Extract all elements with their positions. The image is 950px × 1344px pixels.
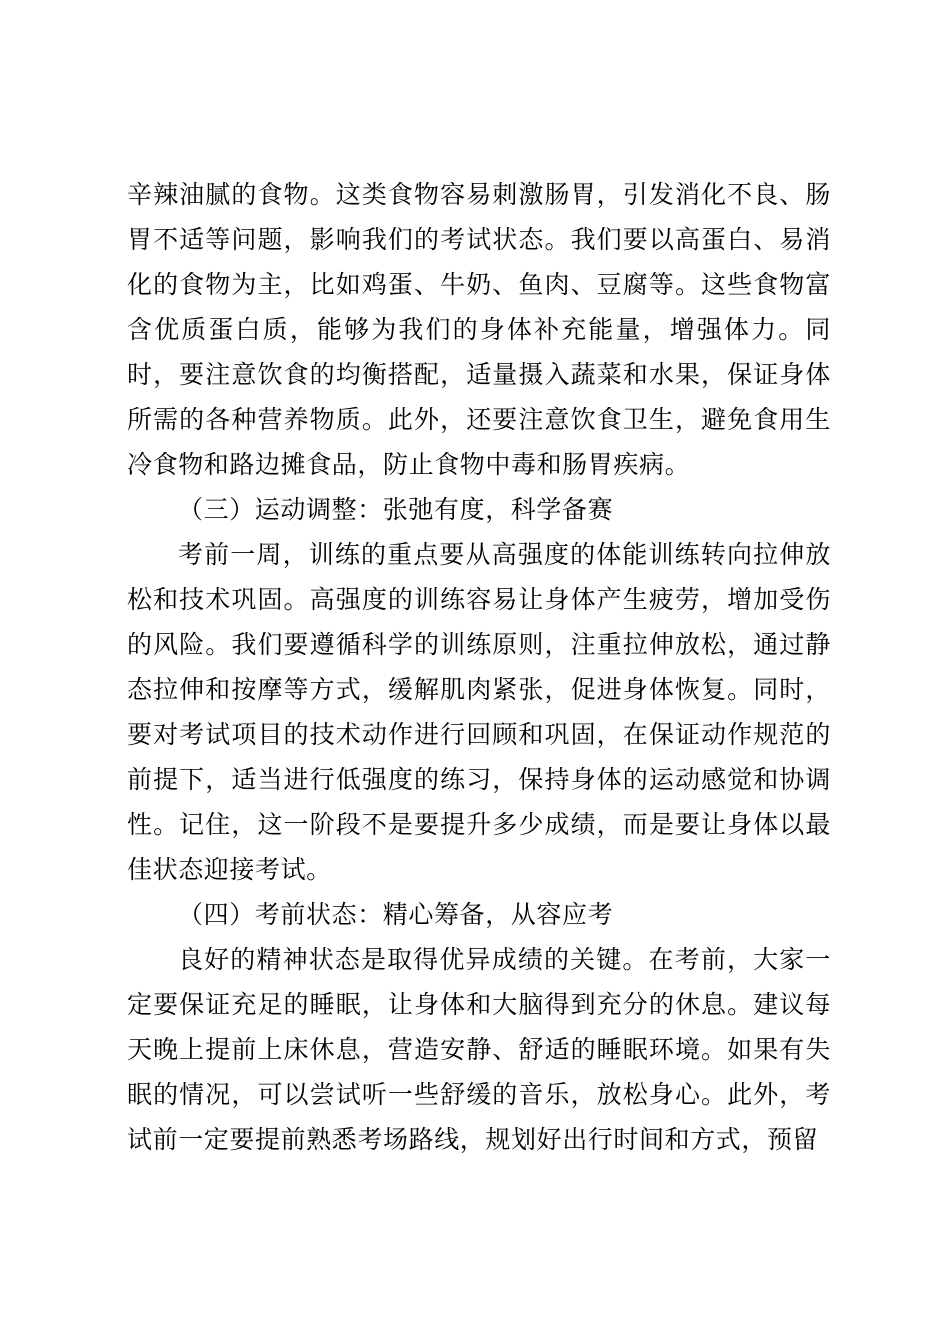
paragraph-pre-exam-state: 良好的精神状态是取得优异成绩的关键。在考前，大家一定要保证充足的睡眠，让身体和大脑得到充分的休息。建议每天晚上提前上床休息，营造安静、舒适的睡眠环境。如果有失眠的情况，可以尝试听一些舒缓的音乐，放松身心。此外，考试前一定要提前熟悉考场路线，规划好出行时间和方式，预留 (127, 945, 831, 1154)
section-heading-exercise: （三）运动调整：张弛有度，科学备赛 (178, 495, 614, 524)
section-heading-pre-exam-state: （四）考前状态：精心筹备，从容应考 (178, 900, 614, 929)
paragraph-diet-continued: 辛辣油腻的食物。这类食物容易刺激肠胃，引发消化不良、肠胃不适等问题，影响我们的考试状态。我们要以高蛋白、易消化的食物为主，比如鸡蛋、牛奶、鱼肉、豆腐等。这些食物富含优质蛋白质，能够为我们的身体补充能量，增强体力。同时，要注意饮食的均衡搭配，适量摄入蔬菜和水果，保证身体所需的各种营养物质。此外，还要注意饮食卫生，避免食用生冷食物和路边摊食品，防止食物中毒和肠胃疾病。 (127, 180, 831, 479)
document-body (127, 172, 831, 1162)
paragraph-exercise: 考前一周，训练的重点要从高强度的体能训练转向拉伸放松和技术巩固。高强度的训练容易让身体产生疲劳，增加受伤的风险。我们要遵循科学的训练原则，注重拉伸放松，通过静态拉伸和按摩等方式，缓解肌肉紧张，促进身体恢复。同时，要对考试项目的技术动作进行回顾和巩固，在保证动作规范的前提下，适当进行低强度的练习，保持身体的运动感觉和协调性。记住，这一阶段不是要提升多少成绩，而是要让身体以最佳状态迎接考试。 (127, 540, 831, 884)
